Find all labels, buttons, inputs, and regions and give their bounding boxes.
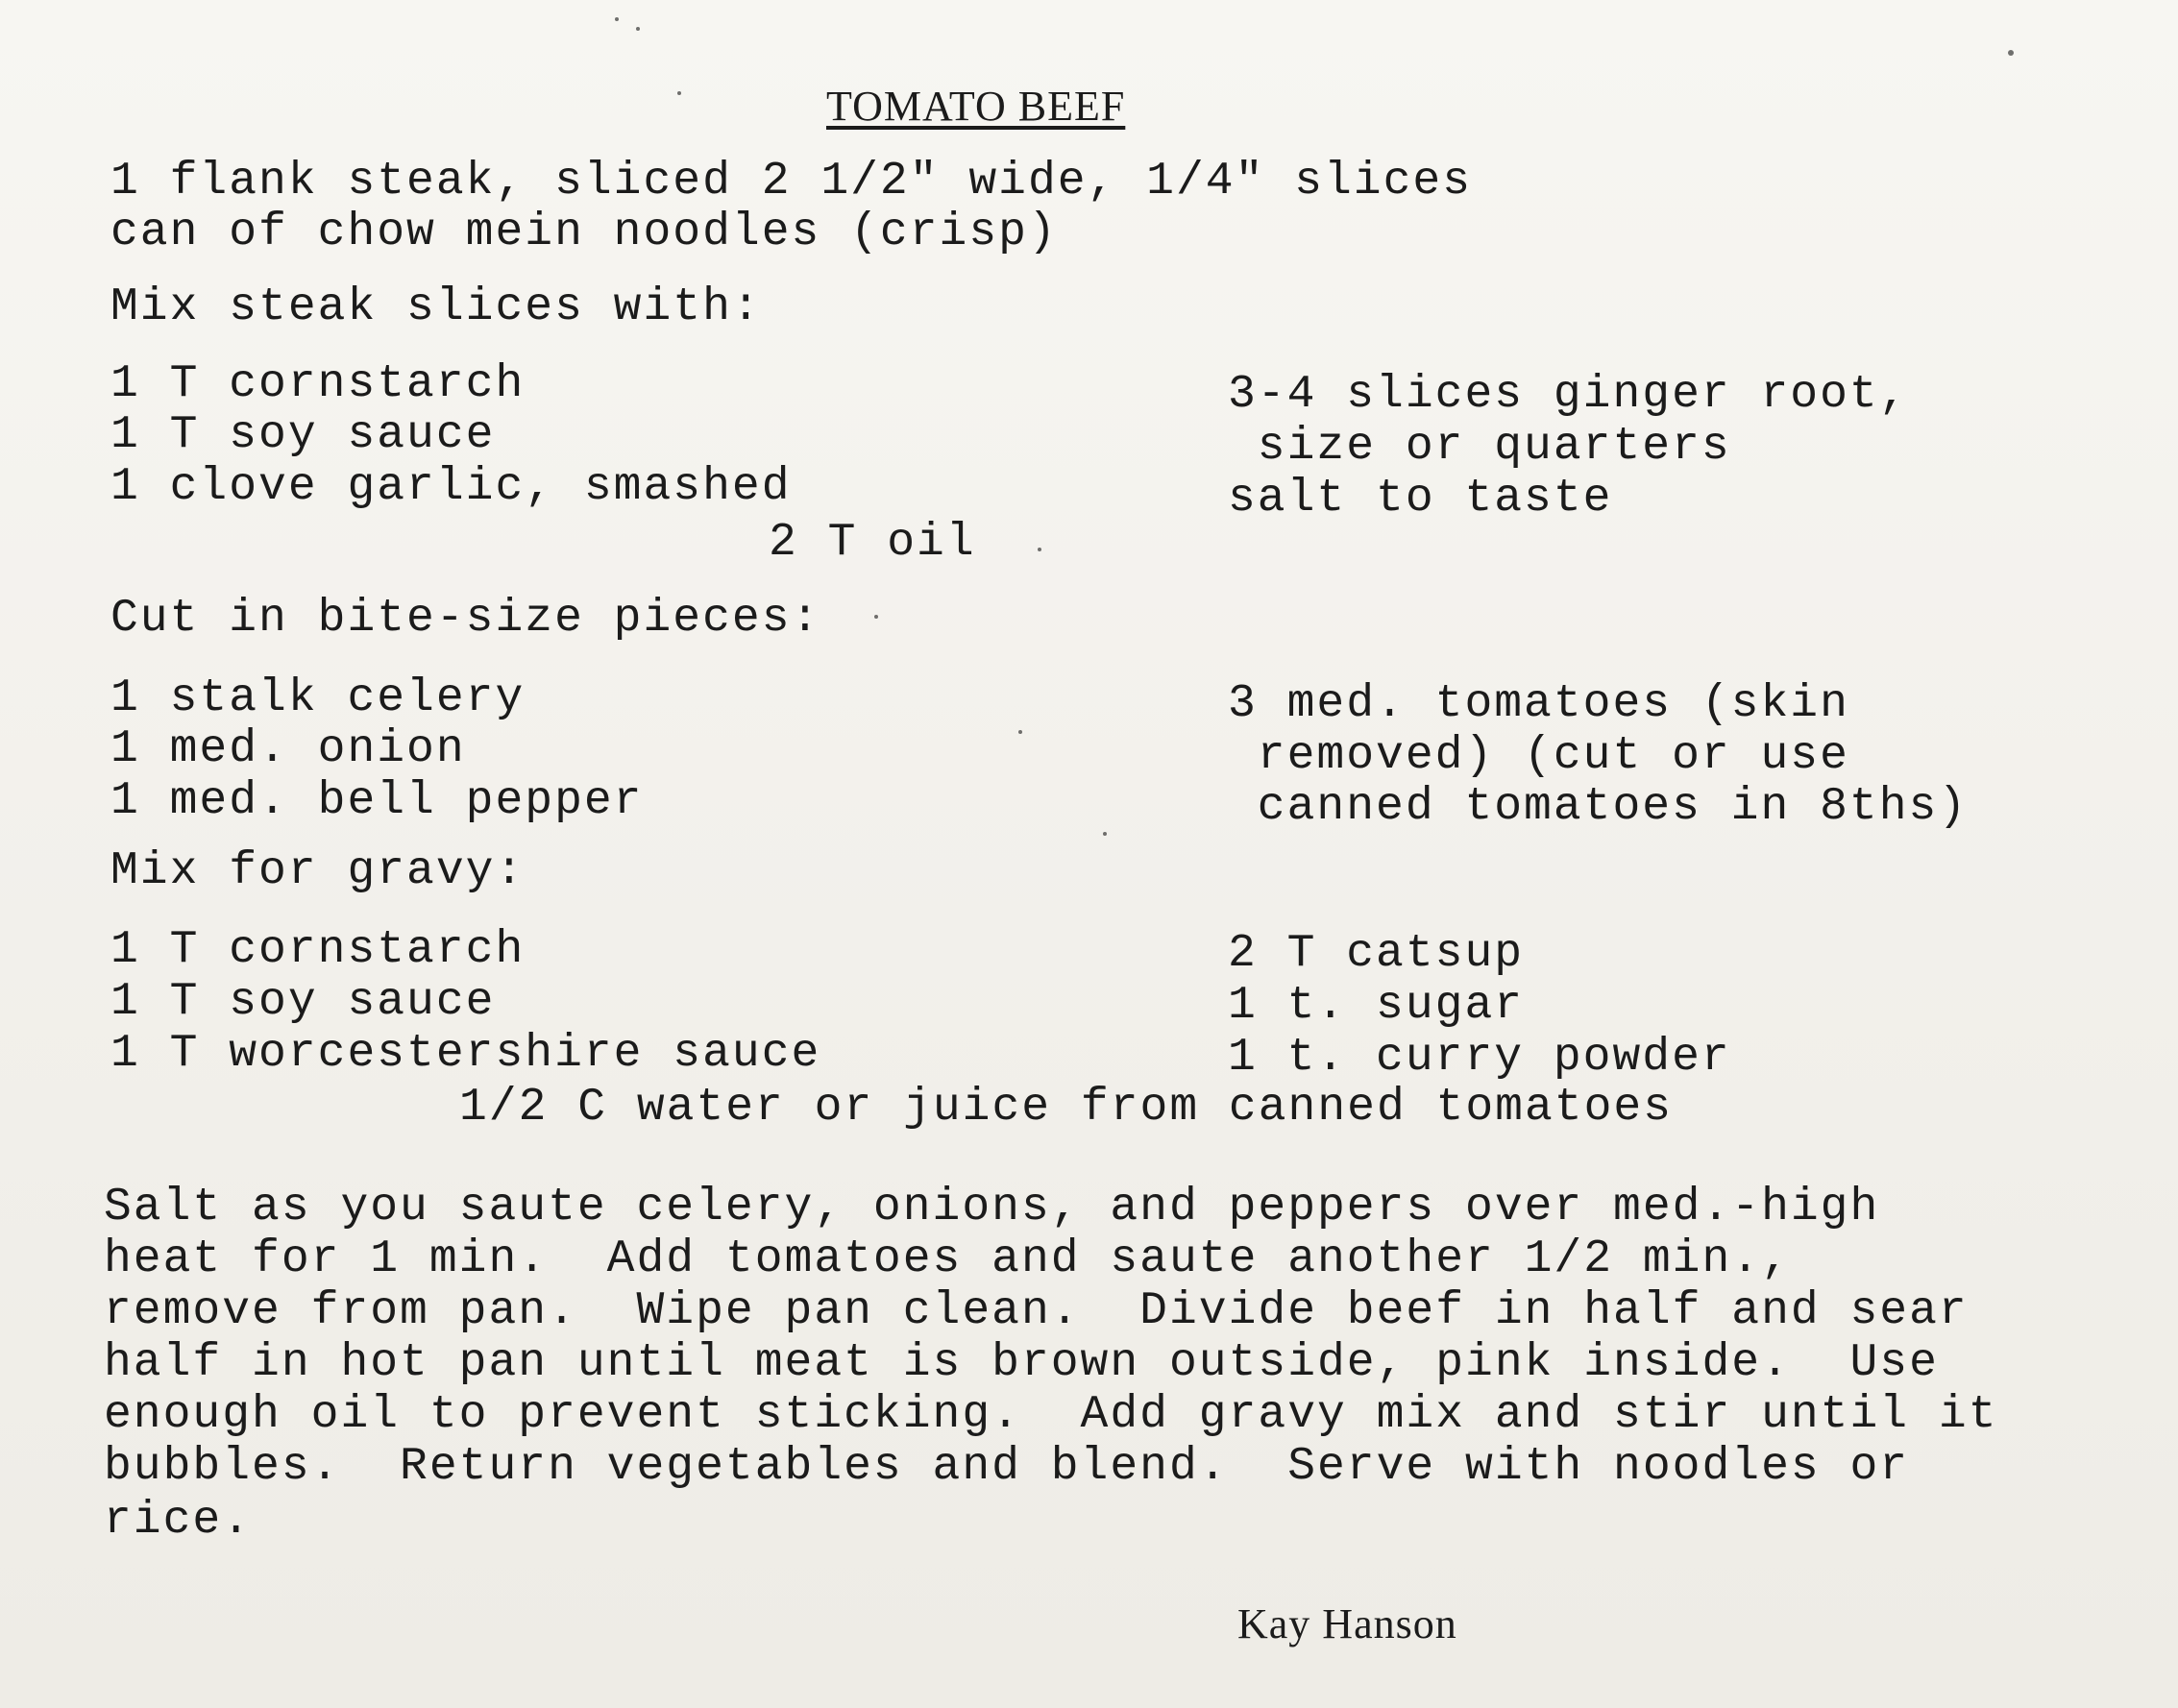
recipe-title: TOMATO BEEF [826,83,1126,130]
section-heading-cut: Cut in bite-size pieces: [110,593,821,645]
vegetable-item-right: removed) (cut or use [1228,730,1849,782]
vegetable-item: 1 med. onion [110,723,466,775]
vegetable-item-right: 3 med. tomatoes (skin [1228,678,1849,730]
marinade-item-right: size or quarters [1228,421,1731,473]
section-heading-gravy: Mix for gravy: [110,845,526,897]
gravy-water-line: 1/2 C water or juice from canned tomatoes [459,1082,1673,1134]
marinade-item: 1 T soy sauce [110,409,496,461]
instruction-line: Salt as you saute celery, onions, and peppers over med.-high [104,1182,1880,1233]
marinade-item: 1 clove garlic, smashed [110,461,792,513]
oil-line: 2 T oil [769,517,976,569]
instruction-line: enough oil to prevent sticking. Add gravy mix and stir until it [104,1389,1998,1441]
vegetable-item: 1 stalk celery [110,672,526,724]
gravy-item-right: 1 t. sugar [1228,980,1525,1032]
instruction-line: remove from pan. Wipe pan clean. Divide beef in half and sear [104,1285,1969,1337]
gravy-item: 1 T worcestershire sauce [110,1028,821,1080]
gravy-item-right: 2 T catsup [1228,928,1525,980]
toner-speck [636,27,640,31]
vegetable-item-right: canned tomatoes in 8ths) [1228,781,1969,833]
toner-speck [677,91,681,95]
toner-speck [2008,50,2014,56]
marinade-item-right: 3-4 slices ginger root, [1228,369,1909,421]
gravy-item-right: 1 t. curry powder [1228,1032,1731,1084]
intro-line: 1 flank steak, sliced 2 1/2" wide, 1/4" slices [110,156,1473,207]
marinade-item-right: salt to taste [1228,473,1613,525]
vegetable-item: 1 med. bell pepper [110,775,644,827]
toner-speck [1018,730,1022,734]
section-heading-mix-steak: Mix steak slices with: [110,281,762,333]
intro-line: can of chow mein noodles (crisp) [110,207,1058,258]
toner-speck [615,17,619,21]
toner-speck [1103,832,1107,836]
marinade-item: 1 T cornstarch [110,358,526,410]
instruction-line: bubbles. Return vegetables and blend. Serve with noodles or [104,1441,1910,1493]
gravy-item: 1 T soy sauce [110,976,496,1028]
instruction-line: rice. [104,1495,253,1547]
toner-speck [874,615,878,619]
toner-speck [1038,548,1041,551]
recipe-author: Kay Hanson [1237,1600,1457,1647]
instruction-line: heat for 1 min. Add tomatoes and saute another 1/2 min., [104,1233,1791,1285]
instruction-line: half in hot pan until meat is brown outside, pink inside. Use [104,1337,1939,1389]
gravy-item: 1 T cornstarch [110,924,526,976]
